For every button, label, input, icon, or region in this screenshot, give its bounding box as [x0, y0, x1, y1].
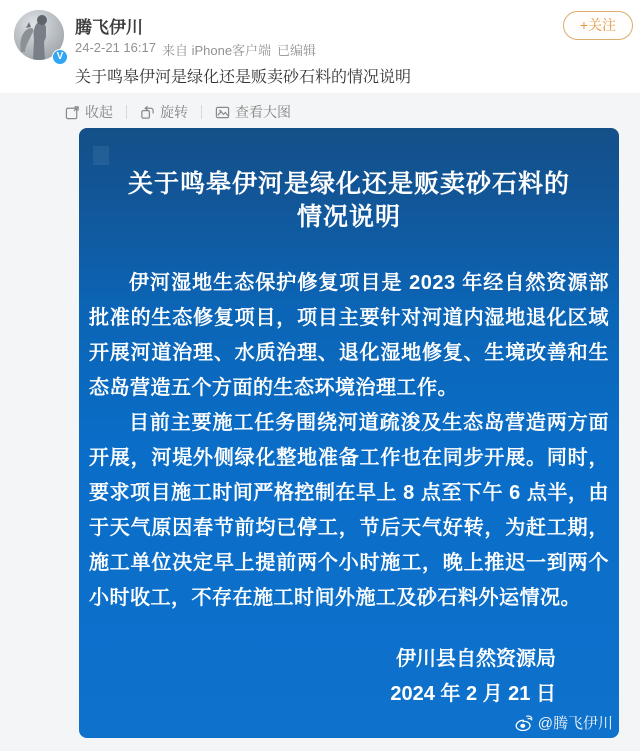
verified-icon: V	[52, 49, 68, 65]
follow-button[interactable]: +关注	[563, 11, 633, 40]
post-text: 关于鸣皋伊河是绿化还是贩卖砂石料的情况说明	[75, 69, 412, 86]
view-large-image-icon	[215, 105, 230, 120]
notice-date: 2024 年 2 月 21 日	[390, 683, 556, 705]
post-edited-flag[interactable]: 已编辑	[277, 43, 317, 58]
view-large-button[interactable]	[215, 102, 291, 122]
post-meta	[75, 40, 316, 59]
notice-image[interactable]	[79, 128, 619, 738]
collapse-button[interactable]	[65, 102, 113, 122]
weibo-logo-icon	[515, 715, 534, 731]
notice-paragraph: 伊河湿地生态保护修复项目是 2023 年经自然资源部批准的生态修复项目，项目主要针对河道内湿地退化区域开展河道治理、水质治理、退化湿地修复、生境改善和生态岛营造五个方面的生态环境治理工作。	[89, 272, 609, 399]
username[interactable]: 腾飞伊川	[75, 18, 143, 37]
rotate-label: 旋转	[160, 104, 188, 120]
notice-title-line1: 关于鸣皋伊河是绿化还是贩卖砂石料的	[127, 170, 570, 198]
collapse-label: 收起	[85, 104, 113, 120]
notice-body	[89, 266, 609, 616]
notice-signature: 伊川县自然资源局	[396, 648, 556, 670]
notice-title-line2: 情况说明	[296, 203, 401, 231]
image-artifact	[93, 146, 109, 165]
view-large-label: 查看大图	[235, 104, 291, 120]
toolbar-separator	[201, 105, 202, 119]
post-timestamp: 24-2-21 16:17	[75, 40, 156, 55]
post-source[interactable]: 来自 iPhone客户端	[161, 43, 272, 58]
rotate-button[interactable]	[140, 102, 188, 122]
watermark-text: @腾飞伊川	[537, 715, 613, 732]
collapse-icon	[65, 105, 80, 120]
media-section	[0, 93, 640, 751]
rotate-icon	[140, 105, 155, 120]
notice-paragraph: 目前主要施工任务围绕河道疏浚及生态岛营造两方面开展，河堤外侧绿化整地准备工作也在同步开展。同时，要求项目施工时间严格控制在早上 8 点至下午 6 点半，由于天气原因春节前均已停工，节后天气好转，为赶工期，施工单位决定早上提前两个小时施工，晚上推迟一到两个小时收工，不存在施工时间外施工及砂石料外运情况。	[89, 412, 609, 609]
toolbar-separator	[126, 105, 127, 119]
notice-title	[79, 168, 619, 234]
image-toolbar	[65, 102, 291, 122]
post-header	[0, 0, 640, 93]
watermark	[515, 712, 613, 733]
notice-signature-block	[79, 642, 619, 712]
